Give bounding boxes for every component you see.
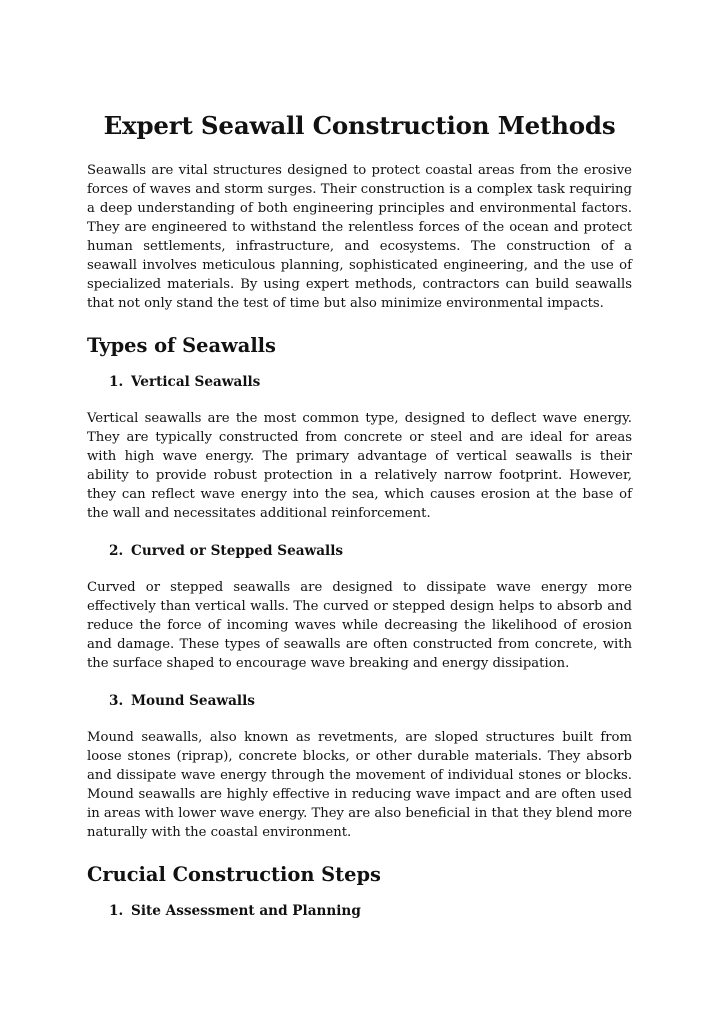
document-page	[87, 108, 632, 921]
curved-seawalls-paragraph: Curved or stepped seawalls are designed to dissipate wave energy more effectively than vertical walls. The curved or stepped design helps to absorb and reduce the force of incoming waves while decreasing the likelihood of erosion and damage. These types of seawalls are often constructed from concrete, with the surface shaped to encourage wave breaking and energy dissipation.	[87, 580, 632, 671]
list-number: 1.	[109, 903, 124, 919]
section-heading-construction-steps: Crucial Construction Steps	[87, 863, 381, 886]
vertical-seawalls-paragraph: Vertical seawalls are the most common type, designed to deflect wave energy. They are typically constructed from concrete or steel and are ideal for areas with high wave energy. The primary advantage of vertical seawalls is their ability to provide robust protection in a relatively narrow footprint. However, they can reflect wave energy into the sea, which causes erosion at the base of the wall and necessitates additional reinforcement.	[87, 411, 632, 521]
subheading-mound	[87, 691, 632, 711]
mound-seawalls-paragraph: Mound seawalls, also known as revetments, are sloped structures built from loose stones (riprap), concrete blocks, or other durable materials. They absorb and dissipate wave energy through the movement of individual stones or blocks. Mound seawalls are highly effective in reducing wave impact and are often used in areas with lower wave energy. They are also beneficial in that they blend more naturally with the coastal environment.	[87, 730, 632, 840]
intro-paragraph: Seawalls are vital structures designed to protect coastal areas from the erosive forces of waves and storm surges. Their construction is a complex task requiring a deep understanding of both engineering principles and environmental factors. They are engineered to withstand the relentless forces of the ocean and protect human settlements, infrastructure, and ecosystems. The construction of a seawall involves meticulous planning, sophisticated engineering, and the use of specialized materials. By using expert methods, contractors can build seawalls that not only stand the test of time but also minimize environmental impacts.	[87, 163, 632, 311]
subheading-curved	[87, 541, 632, 561]
section-heading-types: Types of Seawalls	[87, 334, 276, 357]
list-number: 1.	[109, 374, 124, 390]
subheading-label: Curved or Stepped Seawalls	[131, 543, 344, 559]
list-number: 2.	[109, 543, 124, 559]
subheading-vertical	[87, 372, 632, 392]
subheading-site-assessment	[87, 901, 632, 921]
subheading-label: Mound Seawalls	[131, 693, 255, 709]
list-number: 3.	[109, 693, 124, 709]
subheading-label: Site Assessment and Planning	[131, 903, 361, 919]
subheading-label: Vertical Seawalls	[131, 374, 261, 390]
document-title: Expert Seawall Construction Methods	[103, 111, 616, 140]
